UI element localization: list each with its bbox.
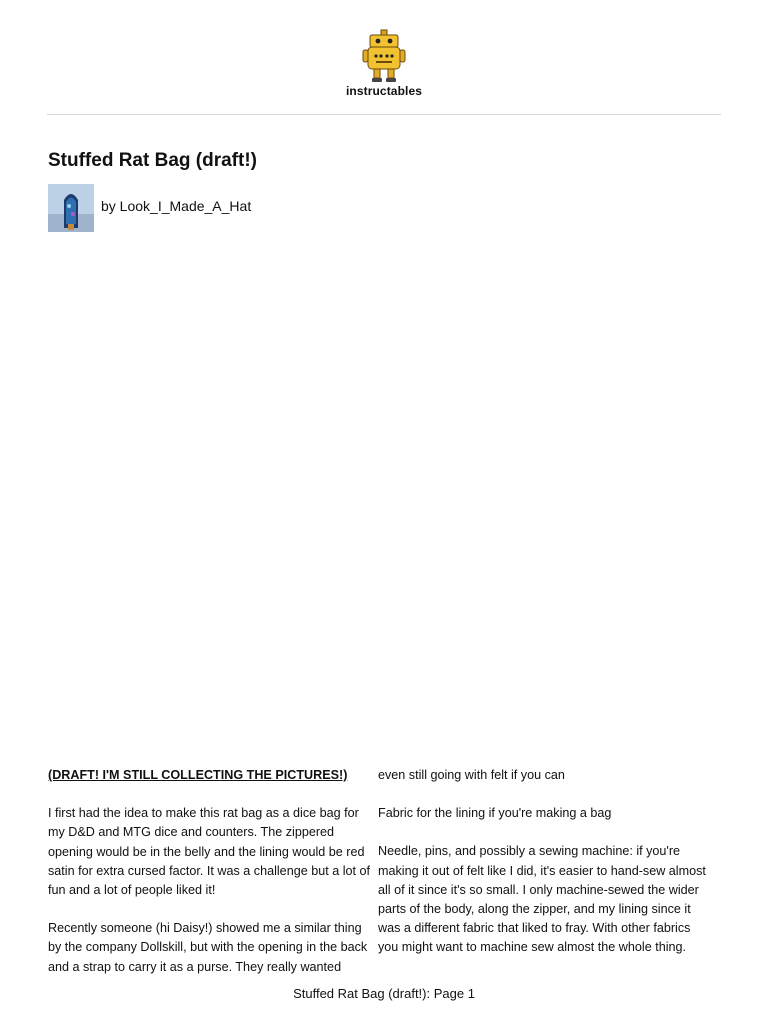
body-paragraph: Fabric for the lining if you're making a bag xyxy=(378,806,612,821)
body-paragraph: I first had the idea to make this rat bag as a dice bag for my D&D and MTG dice and counters. The zippered opening would be in the belly and the lining would be red satin for extra cursed factor. It was a challenge but a lot of fun and a lot of people liked it! xyxy=(48,806,371,898)
draft-notice: (DRAFT! I'M STILL COLLECTING THE PICTURES!) xyxy=(48,768,348,782)
body-paragraph: even still going with felt if you can xyxy=(378,768,565,782)
author-byline[interactable]: by Look_I_Made_A_Hat xyxy=(101,198,252,214)
body-column-left xyxy=(48,766,370,996)
body-column-right xyxy=(378,766,708,977)
body-paragraph: Recently someone (hi Daisy!) showed me a similar thing by the company Dollskill, but with the opening in the back and a strap to carry it as a purse. They really wanted xyxy=(48,921,368,974)
author-row xyxy=(48,184,251,232)
site-header xyxy=(0,28,768,98)
body-paragraph: Needle, pins, and possibly a sewing machine: if you're making it out of felt like I did, it's easier to hand-sew almost all of it since it's so small. I only machine-sewed the wider parts of the body, along the zipper, and my lining since it was a different fabric that liked to fray. With other fabrics you might want to machine sew almost the whole thing. xyxy=(378,844,706,955)
header-divider xyxy=(47,114,721,115)
instructables-robot-icon[interactable] xyxy=(362,28,406,84)
site-brand[interactable]: instructables xyxy=(346,84,422,98)
page-footer: Stuffed Rat Bag (draft!): Page 1 xyxy=(293,986,475,1001)
author-avatar[interactable] xyxy=(48,184,94,232)
page-title: Stuffed Rat Bag (draft!) xyxy=(48,150,257,171)
